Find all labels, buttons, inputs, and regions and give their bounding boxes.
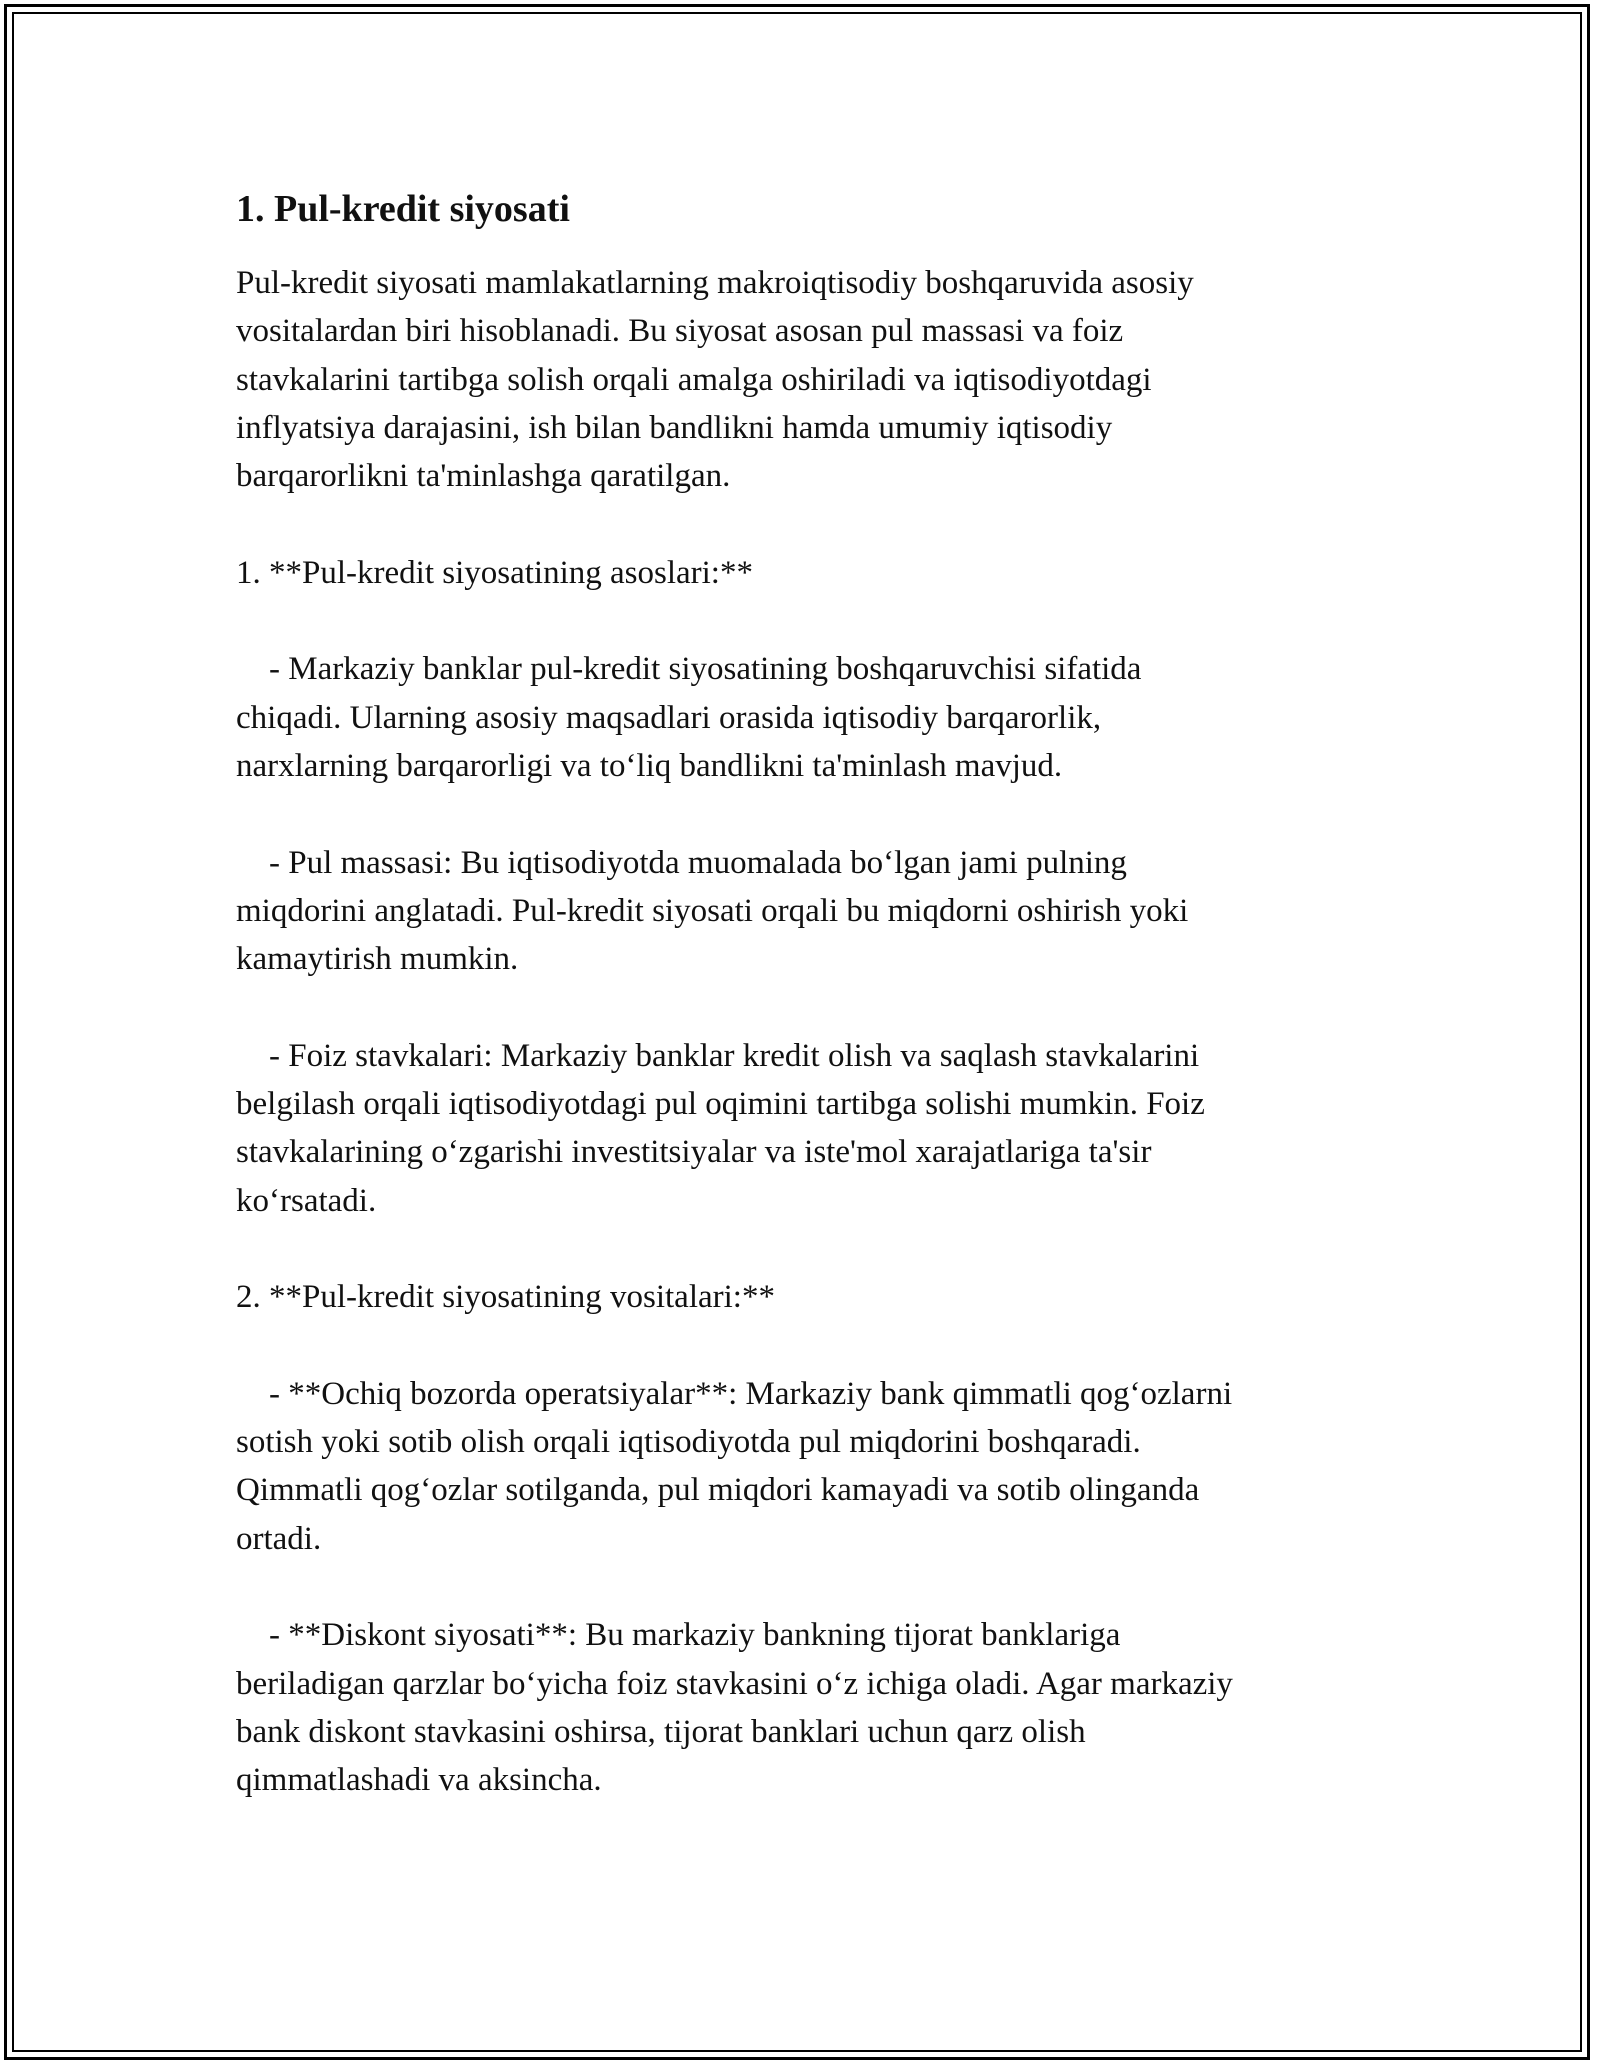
paragraph [236, 839, 1366, 984]
text-line: qimmatlashadi va aksincha. [236, 1762, 602, 1799]
paragraph-gap [236, 1322, 1366, 1370]
text-line: - Markaziy banklar pul-kredit siyosatining boshqaruvchisi sifatida [236, 651, 1142, 688]
text-line: ortadi. [236, 1520, 322, 1557]
text-line: - Pul massasi: Bu iqtisodiyotda muomalada bo‘lgan jami pulning [236, 844, 1127, 881]
text-line: ko‘rsatadi. [236, 1182, 377, 1219]
text-line: barqarorlikni ta'minlashga qaratilgan. [236, 458, 731, 495]
text-line: beriladigan qarzlar bo‘yicha foiz stavkasini o‘z ichiga oladi. Agar markaziy [236, 1665, 1233, 1702]
text-line: Qimmatli qog‘ozlar sotilganda, pul miqdori kamayadi va sotib olinganda [236, 1472, 1200, 1509]
document-body [236, 185, 1366, 1805]
text-line: 2. **Pul-kredit siyosatining vositalari:** [236, 1279, 775, 1316]
text-line: belgilash orqali iqtisodiyotdagi pul oqimini tartibga solishi mumkin. Foiz [236, 1086, 1205, 1123]
text-line: bank diskont stavkasini oshirsa, tijorat banklari uchun qarz olish [236, 1713, 1086, 1750]
text-line: narxlarning barqarorligi va to‘liq bandlikni ta'minlash mavjud. [236, 747, 1063, 784]
text-line: - Foiz stavkalari: Markaziy banklar kredit olish va saqlash stavkalarini [236, 1037, 1200, 1074]
section-heading: 1. Pul-kredit siyosati [236, 188, 570, 230]
paragraph [236, 645, 1366, 790]
text-line: Pul-kredit siyosati mamlakatlarning makroiqtisodiy boshqaruvida asosiy [236, 265, 1194, 301]
text-line: chiqadi. Ularning asosiy maqsadlari orasida iqtisodiy barqarorlik, [236, 699, 1102, 736]
text-line: stavkalarining o‘zgarishi investitsiyalar va iste'mol xarajatlariga ta'sir [236, 1134, 1152, 1171]
text-line: kamaytirish mumkin. [236, 941, 519, 978]
paragraphs-container [236, 259, 1366, 1805]
text-line: - **Ochiq bozorda operatsiyalar**: Markaziy bank qimmatli qog‘ozlarni [236, 1375, 1233, 1412]
paragraph [236, 259, 1366, 500]
paragraph [236, 1370, 1366, 1563]
paragraph-gap [236, 500, 1366, 548]
paragraph-gap [236, 597, 1366, 645]
text-line: miqdorini anglatadi. Pul-kredit siyosati orqali bu miqdorni oshirish yoki [236, 892, 1189, 929]
paragraph-gap [236, 790, 1366, 838]
paragraph-gap [236, 983, 1366, 1031]
paragraph [236, 1611, 1366, 1804]
paragraph-gap [236, 1563, 1366, 1611]
paragraph [236, 1032, 1366, 1225]
text-line: stavkalarini tartibga solish orqali amalga oshiriladi va iqtisodiyotdagi [236, 361, 1152, 398]
text-line: 1. **Pul-kredit siyosatining asoslari:** [236, 554, 753, 591]
paragraph-gap [236, 1225, 1366, 1273]
paragraph [236, 1273, 1366, 1321]
text-line: - **Diskont siyosati**: Bu markaziy bankning tijorat banklariga [236, 1617, 1121, 1654]
paragraph [236, 549, 1366, 597]
text-line: vositalardan biri hisoblanadi. Bu siyosat asosan pul massasi va foiz [236, 313, 1124, 350]
text-line: inflyatsiya darajasini, ish bilan bandlikni hamda umumiy iqtisodiy [236, 409, 1113, 446]
text-line: sotish yoki sotib olish orqali iqtisodiyotda pul miqdorini boshqaradi. [236, 1424, 1141, 1461]
